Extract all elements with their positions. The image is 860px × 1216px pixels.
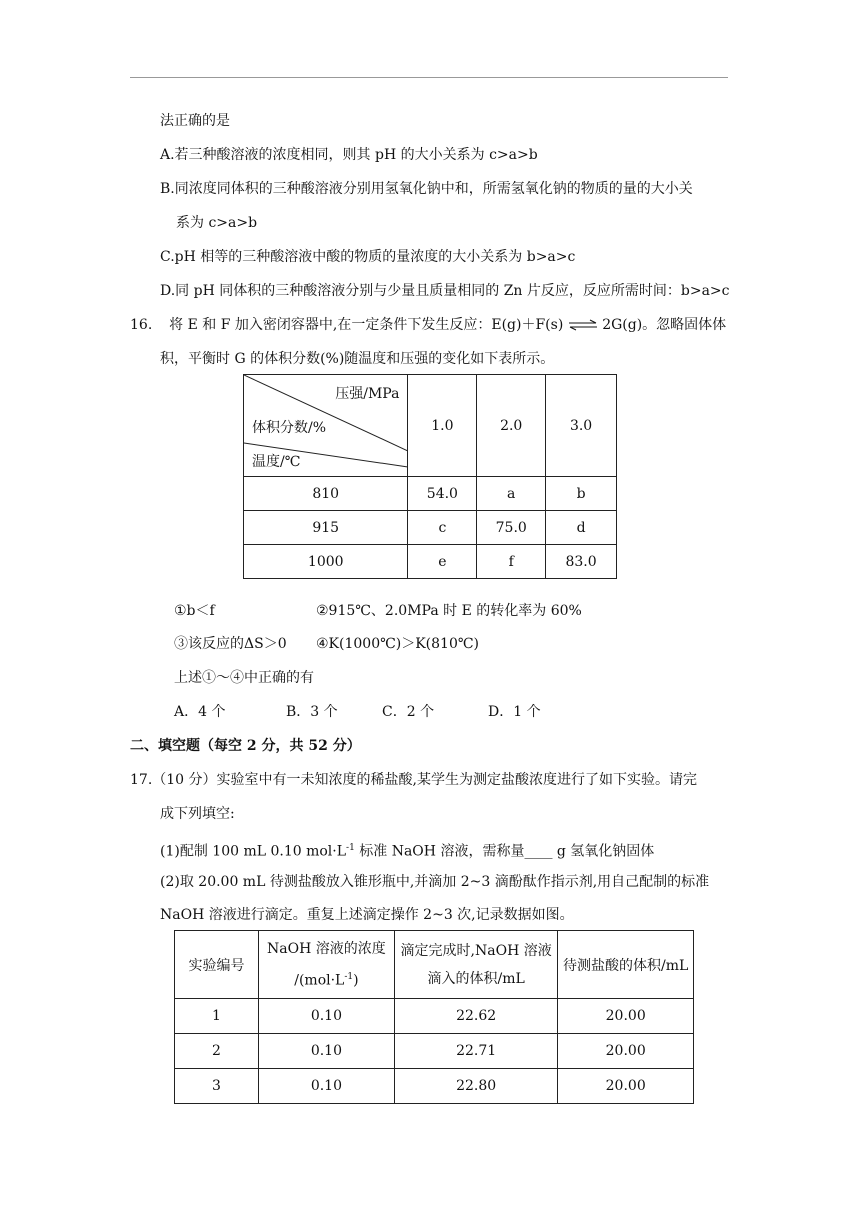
q16-header-diagonal-cell	[244, 375, 408, 477]
cell-id: 3	[175, 1069, 259, 1104]
q17-item1	[160, 838, 654, 862]
q16-prompt: 上述①～④中正确的有	[174, 670, 314, 686]
q16-line1-post: 2G(g)。忽略固体体	[602, 317, 727, 333]
q16-statement-2: ②915℃、2.0MPa 时 E 的转化率为 60%	[316, 603, 582, 619]
q15-option-a: A.若三种酸溶液的浓度相同，则其 pH 的大小关系为 c>a>b	[160, 147, 538, 163]
header-pressure: 压强/MPa	[335, 386, 400, 402]
q15-option-c: C.pH 相等的三种酸溶液中酸的物质的量浓度的大小关系为 b>a>c	[160, 249, 576, 265]
q17-item1-pre: (1)配制 100 mL 0.10 mol·L	[160, 843, 347, 860]
value-cell: 75.0	[477, 511, 546, 545]
header-conc-close: )	[353, 972, 359, 989]
header-conc	[258, 931, 394, 999]
cell-acid: 20.00	[558, 1034, 694, 1069]
q16-statement-3: ③该反应的ΔS＞0	[174, 636, 287, 652]
temp-cell: 810	[244, 477, 408, 511]
q15-option-b-line1: B.同浓度同体积的三种酸溶液分别用氢氧化钠中和，所需氢氧化钠的物质的量的大小关	[160, 181, 693, 197]
header-temp: 温度/℃	[252, 454, 301, 470]
pressure-col-1: 1.0	[408, 375, 477, 477]
q16-line1	[130, 315, 726, 335]
cell-vol: 22.62	[394, 999, 558, 1034]
q15-option-d: D.同 pH 同体积的三种酸溶液分别与少量且质量相同的 Zn 片反应，反应所需时间：b>a>c	[160, 283, 730, 299]
pressure-col-2: 2.0	[477, 375, 546, 477]
header-conc-unit: /(mol·L	[294, 972, 345, 989]
table-row	[244, 477, 617, 511]
header-rule	[130, 77, 728, 78]
table-row	[175, 1069, 694, 1104]
cell-id: 1	[175, 999, 259, 1034]
q16-statement-1: ①b＜f	[174, 603, 215, 619]
cell-conc: 0.10	[258, 1069, 394, 1104]
q17-item2-line1: (2)取 20.00 mL 待测盐酸放入锥形瓶中,并滴加 2~3 滴酚酞作指示剂,用自己配制的标准	[160, 874, 710, 890]
q16-statement-4: ④K(1000℃)＞K(810℃)	[316, 636, 479, 652]
q15-option-b-line2: 系为 c>a>b	[176, 215, 258, 231]
q17-line1: 17.（10 分）实验室中有一未知浓度的稀盐酸,某学生为测定盐酸浓度进行了如下实验。请完	[130, 772, 697, 788]
q16-choice-c: C．2 个	[382, 704, 435, 720]
q16-number: 16.	[130, 317, 153, 333]
temp-cell: 1000	[244, 545, 408, 579]
header-id: 实验编号	[175, 931, 259, 999]
header-fraction: 体积分数/%	[252, 420, 327, 436]
value-cell: 54.0	[408, 477, 477, 511]
cell-acid: 20.00	[558, 1069, 694, 1104]
q17-item1-sup: -1	[346, 843, 355, 853]
header-acid: 待测盐酸的体积/mL	[558, 931, 694, 999]
value-cell: f	[477, 545, 546, 579]
q17-item2-line2: NaOH 溶液进行滴定。重复上述滴定操作 2~3 次,记录数据如图。	[160, 907, 574, 923]
q17-item1-post: 标准 NaOH 溶液，需称量____ g 氢氧化钠固体	[354, 843, 655, 860]
cell-acid: 20.00	[558, 999, 694, 1034]
value-cell: 83.0	[546, 545, 617, 579]
q17-line2: 成下列填空:	[160, 806, 235, 822]
equilibrium-arrow-icon	[568, 319, 598, 331]
header-vol-line2: 滴入的体积/mL	[427, 970, 525, 987]
pressure-col-3: 3.0	[546, 375, 617, 477]
q16-table	[243, 374, 617, 579]
cell-id: 2	[175, 1034, 259, 1069]
value-cell: e	[408, 545, 477, 579]
cell-conc: 0.10	[258, 1034, 394, 1069]
cell-conc: 0.10	[258, 999, 394, 1034]
value-cell: a	[477, 477, 546, 511]
q17-table	[174, 930, 694, 1104]
value-cell: d	[546, 511, 617, 545]
q16-line1-pre: 将 E 和 F 加入密闭容器中,在一定条件下发生反应：E(g)＋F(s)	[169, 317, 564, 333]
cell-vol: 22.71	[394, 1034, 558, 1069]
header-conc-line1: NaOH 溶液的浓度	[267, 940, 386, 957]
header-conc-sup: -1	[344, 971, 354, 982]
intro-line: 法正确的是	[160, 113, 230, 129]
table-row	[244, 545, 617, 579]
header-vol-line1: 滴定完成时,NaOH 溶液	[400, 942, 552, 959]
q16-line2: 积，平衡时 G 的体积分数(%)随温度和压强的变化如下表所示。	[160, 351, 555, 367]
temp-cell: 915	[244, 511, 408, 545]
table-row	[175, 1034, 694, 1069]
header-conc-line2	[259, 963, 394, 995]
q16-choice-b: B．3 个	[286, 704, 338, 720]
cell-vol: 22.80	[394, 1069, 558, 1104]
value-cell: c	[408, 511, 477, 545]
header-vol	[394, 931, 558, 999]
q16-choice-d: D．1 个	[488, 704, 541, 720]
table-row	[244, 511, 617, 545]
section-title: 二、填空题（每空 2 分，共 52 分）	[130, 738, 361, 754]
table-row	[175, 999, 694, 1034]
q16-choice-a: A．4 个	[174, 704, 226, 720]
value-cell: b	[546, 477, 617, 511]
